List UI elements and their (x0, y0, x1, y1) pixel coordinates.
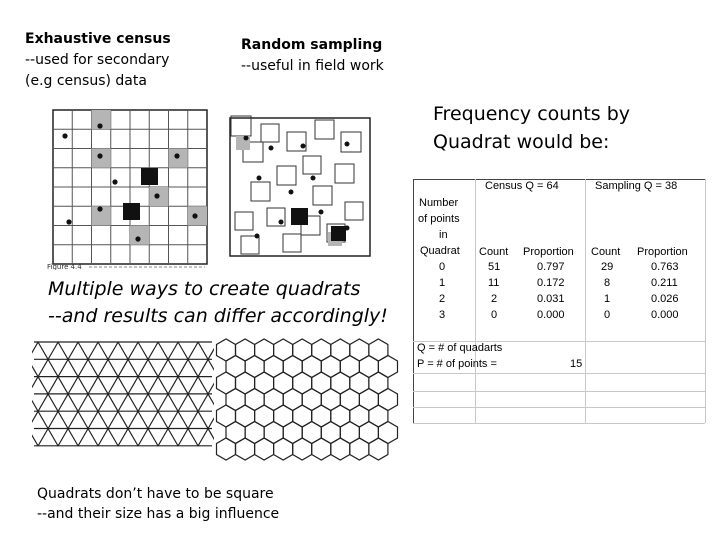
table-rule (413, 391, 705, 392)
quadrats-note-line1: Quadrats don’t have to be square (37, 486, 274, 502)
exhaustive-census-title: Exhaustive census (25, 31, 171, 47)
multiple-line2: --and results can differ accordingly! (48, 305, 388, 327)
table-cell: 0.000 (651, 309, 679, 321)
exhaustive-census-line1: --used for secondary (25, 52, 170, 68)
table-cell: 51 (488, 261, 501, 273)
frequency-line2: Quadrat would be: (433, 131, 610, 153)
frequency-line1: Frequency counts by (433, 103, 631, 125)
table-rule (413, 423, 705, 424)
col-header-proportion-census: Proportion (523, 246, 574, 258)
table-cell: 11 (488, 277, 500, 289)
table-cell: 0.797 (537, 261, 565, 273)
table-cell: 0.031 (537, 293, 565, 305)
row-label-header-1: Number (419, 197, 459, 209)
table-rule (705, 179, 706, 423)
table-rule (413, 407, 705, 408)
row-label-header-4: Quadrat (420, 245, 460, 257)
p-note: P = # of points = (417, 358, 497, 370)
exhaustive-census-line2: (e.g census) data (25, 73, 147, 89)
p-value: 15 (570, 358, 583, 370)
table-cell: 2 (491, 293, 498, 305)
table-cell: 29 (601, 261, 614, 273)
table-cell: 0 (491, 309, 498, 321)
table-cell: 0 (604, 309, 611, 321)
table-cell: 2 (439, 293, 446, 305)
q-note: Q = # of quadarts (417, 342, 503, 354)
census-header: Census Q = 64 (485, 180, 559, 192)
table-cell: 3 (439, 309, 446, 321)
table-rule (475, 179, 476, 423)
table-cell: 0.172 (537, 277, 565, 289)
hexagonal-grid (217, 339, 398, 460)
table-cell: 0 (439, 261, 446, 273)
col-header-count-sampling: Count (591, 246, 621, 258)
table-rule (413, 373, 705, 374)
figure-caption: Figure 4.4 (47, 263, 82, 270)
frequency-counts-text (433, 100, 703, 156)
table-cell: 0.211 (651, 277, 678, 289)
table-rule (585, 179, 586, 423)
multiple-line1: Multiple ways to create quadrats (48, 278, 361, 300)
table-cell: 0.763 (651, 261, 679, 273)
table-rule (413, 179, 414, 423)
row-label-header-3: in (439, 229, 448, 241)
table-cell: 1 (604, 293, 611, 305)
random-sampling-text (241, 35, 421, 77)
random-sampling-line1: --useful in field work (241, 58, 384, 74)
quadrat-shapes-figure (30, 338, 410, 478)
quadrat-method-figure (45, 104, 380, 270)
row-label-header-2: of points (418, 213, 460, 225)
sampling-header: Sampling Q = 38 (595, 180, 678, 192)
col-header-proportion-sampling: Proportion (637, 246, 688, 258)
col-header-count-census: Count (479, 246, 509, 258)
table-cell: 0.026 (651, 293, 679, 305)
random-sampling-plot (230, 116, 370, 256)
table-cell: 8 (604, 277, 611, 289)
quadrats-note-line2: --and their size has a big influence (37, 506, 280, 522)
table-cell: 0.000 (537, 309, 565, 321)
table-cell: 1 (439, 277, 446, 289)
multiple-ways-text (48, 276, 408, 330)
quadrats-note-text (37, 484, 307, 524)
frequency-table (413, 179, 705, 423)
random-sampling-title: Random sampling (241, 37, 383, 53)
exhaustive-census-text (25, 29, 205, 92)
